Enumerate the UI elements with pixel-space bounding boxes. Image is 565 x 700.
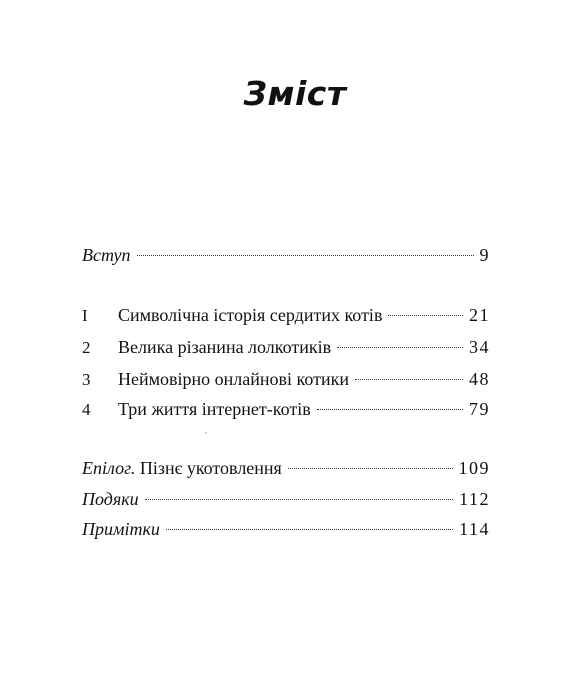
dot-leader <box>145 499 454 500</box>
toc-entry-label <box>82 455 282 481</box>
toc-entry-label <box>82 242 131 268</box>
page-title: Зміст <box>243 74 347 113</box>
toc-page-number: 9 <box>479 245 490 265</box>
toc-page-number: 112 <box>459 489 490 509</box>
toc-entry-label <box>118 302 382 328</box>
chapter-number: 2 <box>82 338 91 357</box>
toc-entry-acknowledgements <box>82 486 490 512</box>
toc-entry-chapter-4 <box>82 396 490 422</box>
toc-entry-label <box>82 486 139 512</box>
chapter-number: I <box>82 306 88 325</box>
toc-entry-chapter-3 <box>82 366 490 392</box>
toc-entry-label-text: Три життя інтернет-котів <box>118 399 311 419</box>
toc-entry-intro <box>82 242 490 268</box>
toc-entry-chapter-1 <box>82 302 490 328</box>
toc-page-number: 109 <box>458 458 490 478</box>
dot-leader <box>337 347 463 348</box>
toc-entry-label <box>118 334 331 360</box>
toc-entry-label <box>118 396 311 422</box>
toc-entry-label-text: Велика різанина лолкотиків <box>118 337 332 357</box>
toc-entry-chapter-2 <box>82 334 490 360</box>
toc-page-number: 34 <box>469 337 490 357</box>
chapter-number: 4 <box>82 400 91 419</box>
toc-entry-label-italic: Примітки <box>82 519 160 539</box>
toc-entry-notes <box>82 516 490 542</box>
dot-leader <box>388 315 463 316</box>
toc-entry-label-italic: Вступ <box>82 245 131 265</box>
toc-entry-epilogue <box>82 455 490 481</box>
dot-leader <box>317 409 463 410</box>
toc-page-number: 21 <box>469 305 490 325</box>
dot-leader <box>355 379 463 380</box>
toc-page-number: 79 <box>469 399 490 419</box>
toc-entry-label <box>118 366 349 392</box>
toc-entry-label-italic: Епілог. <box>82 458 136 478</box>
toc-entry-label-text: Неймовірно онлайнові котики <box>118 369 349 389</box>
toc-page-number: 114 <box>459 519 490 539</box>
toc-entry-label-text: Пізнє укотовлення <box>135 458 282 478</box>
dot-leader <box>166 529 453 530</box>
chapter-number: 3 <box>82 370 91 389</box>
paper-speck <box>205 432 207 434</box>
toc-entry-label-italic: Подяки <box>82 489 139 509</box>
dot-leader <box>288 468 453 469</box>
toc-entry-label-text: Символічна історія сердитих котів <box>118 305 383 325</box>
toc-entry-label <box>82 516 160 542</box>
toc-page-number: 48 <box>469 369 490 389</box>
dot-leader <box>137 255 474 256</box>
